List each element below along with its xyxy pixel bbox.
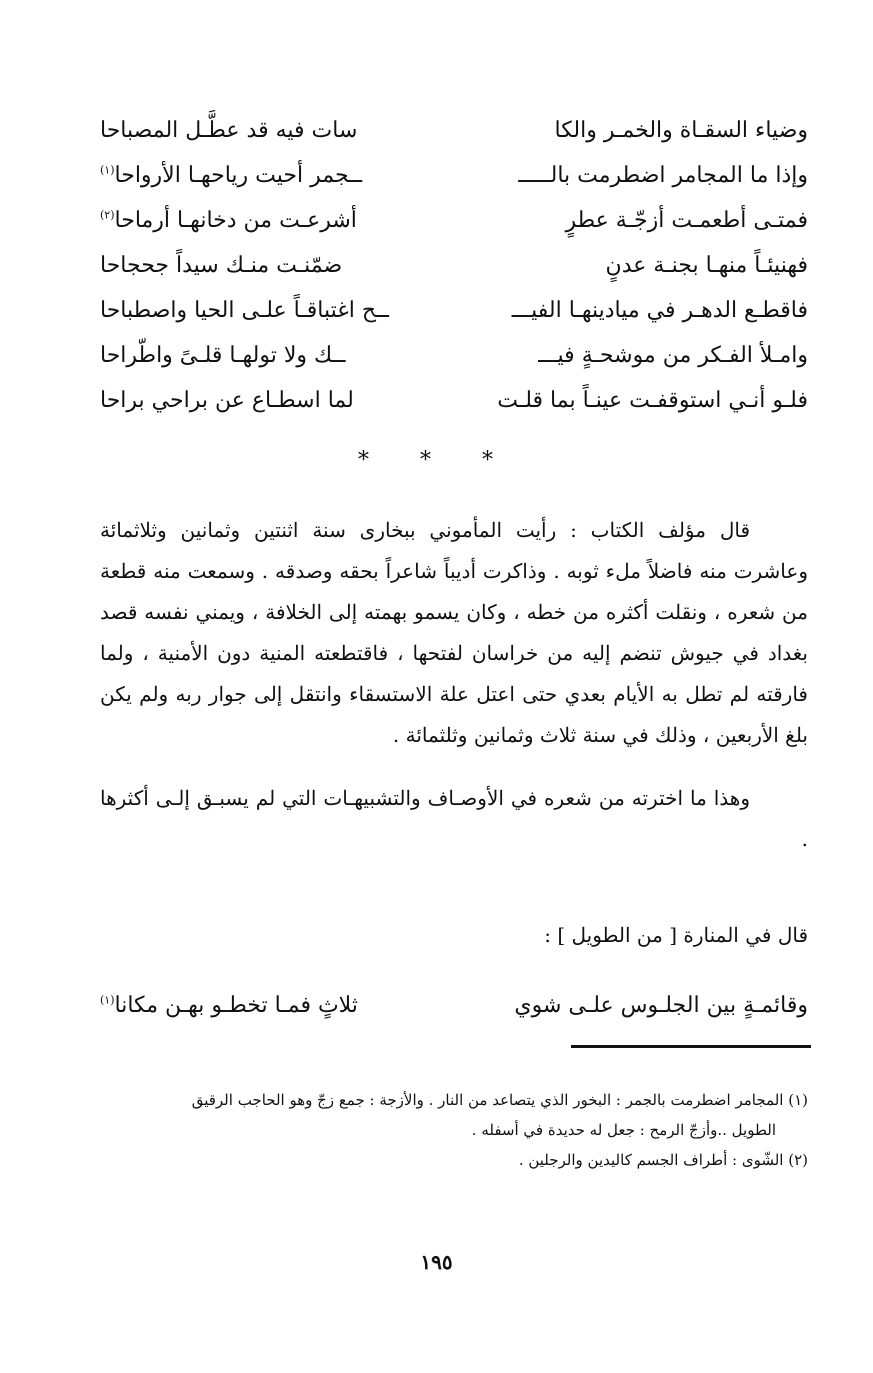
verse-first-hemistich: فاقطـع الدهـر في ميادينهـا الفيـــ bbox=[511, 298, 808, 323]
verse-first-hemistich: فلـو أنـي استوقفـت عينـاً بما قلـت bbox=[497, 388, 808, 413]
verse-second-text: سات فيه قد عطَّـل المصباحا bbox=[100, 118, 358, 143]
verse-first-hemistich: فمتـى أطعمـت أزجّـة عطرٍ bbox=[565, 208, 808, 233]
prose-paragraph-author-note: قال مؤلف الكتاب : رأيت المأموني ببخارى سنة اثنتين وثمانين وثلاثمائة وعاشرت منه فاضلاً ملء ثوبه . وذاكرت أديباً شاعراً بحقه وصدقه . وسمعت منه قطعة من شعره ، ونقلت أكثره من خطه ، وكان يسمو بهمته إلى الخلافة ، ويمني نفسه قصد بغداد في جيوش تنضم إليه من خراسان لفتحها ، فاقتطعته المنية دون الأمنية ، ولما فارقته لم تطل به الأيام بعدي حتى اعتل علة الاستسقاء وانتقل إلى جوار ربه ولم يكن بلغ الأربعين ، وذلك في سنة ثلاث وثمانين وثلثمائة . bbox=[100, 518, 808, 747]
verse-second-text: أشرعـت من دخانهـا أرماحا bbox=[114, 208, 357, 233]
verse-line bbox=[100, 288, 808, 333]
verse-second-text: ضمّنـت منـك سيداً جحجاحا bbox=[100, 253, 343, 278]
verse-second-text: ــح اغتباقـاً علـى الحيا واصطباحا bbox=[100, 298, 389, 323]
footnote-2: (٢) الشّوى : أطراف الجسم كاليدين والرجلين . bbox=[518, 1151, 808, 1169]
verse-first-hemistich: فهنيئـاً منهـا بجنـة عدنٍ bbox=[605, 253, 808, 278]
prose-paragraph-selection-intro: وهذا ما اخترته من شعره في الأوصـاف والتشبيهـات التي لم يسبـق إلـى أكثرها . bbox=[100, 786, 808, 851]
verse-first-hemistich: وقائمـةٍ بين الجلـوس علـى شوي bbox=[514, 993, 808, 1018]
section-separator-stars: * * * bbox=[358, 448, 515, 473]
footnote-1-continuation: الطويل ..وأزجّ الرمح : جعل له حديدة في أسفله . bbox=[471, 1121, 776, 1139]
poem-heading: قال في المنارة [ من الطويل ] : bbox=[544, 923, 808, 947]
footnote-rule bbox=[571, 1045, 811, 1048]
verse-second-hemistich bbox=[100, 198, 460, 243]
verse-first-hemistich: وإذا ما المجامر اضطرمت بالـــــ bbox=[518, 163, 808, 188]
footnote-marker: (١) bbox=[100, 993, 115, 1007]
verse-second-hemistich bbox=[100, 243, 460, 288]
verse-second-text: ثلاثٍ فمـا تخطـو بهـن مكانا bbox=[114, 993, 358, 1018]
verse-second-hemistich bbox=[100, 983, 460, 1028]
verse-line bbox=[100, 153, 808, 198]
verse-second-text: ــجمر أحيت رياحهـا الأرواحا bbox=[114, 163, 363, 188]
verse-line bbox=[100, 243, 808, 288]
verse-line bbox=[100, 198, 808, 243]
verse-second-text: ــك ولا تولهـا قلـىً واطّراحا bbox=[100, 343, 346, 368]
verse-first-hemistich: وامـلأ الفـكر من موشحـةٍ فيـــ bbox=[538, 343, 808, 368]
verse-second-hemistich bbox=[100, 378, 460, 423]
prose-block bbox=[100, 510, 808, 860]
verse-second-hemistich bbox=[100, 288, 460, 333]
verse-second-text: لما اسطـاع عن براحي براحا bbox=[100, 388, 354, 413]
verse-first-hemistich: وضياء السقـاة والخمـر والكا bbox=[554, 118, 808, 143]
verse-line bbox=[100, 333, 808, 378]
verse-second-hemistich bbox=[100, 333, 460, 378]
verse-line bbox=[100, 378, 808, 423]
footnote-1: (١) المجامر اضطرمت بالجمر : البخور الذي يتصاعد من النار . والأزجة : جمع زجّ وهو الحاجب الرقيق bbox=[191, 1091, 808, 1109]
verse-second-hemistich bbox=[100, 108, 460, 153]
verse-line-lighthouse bbox=[100, 983, 808, 1028]
verse-line bbox=[100, 108, 808, 153]
page-number: ١٩٥ bbox=[420, 1250, 453, 1274]
footnote-marker: (١) bbox=[100, 163, 115, 177]
footnotes-block bbox=[100, 1085, 808, 1175]
verse-second-hemistich bbox=[100, 153, 460, 198]
poem-block bbox=[100, 108, 808, 423]
footnote-marker: (٢) bbox=[100, 208, 115, 222]
